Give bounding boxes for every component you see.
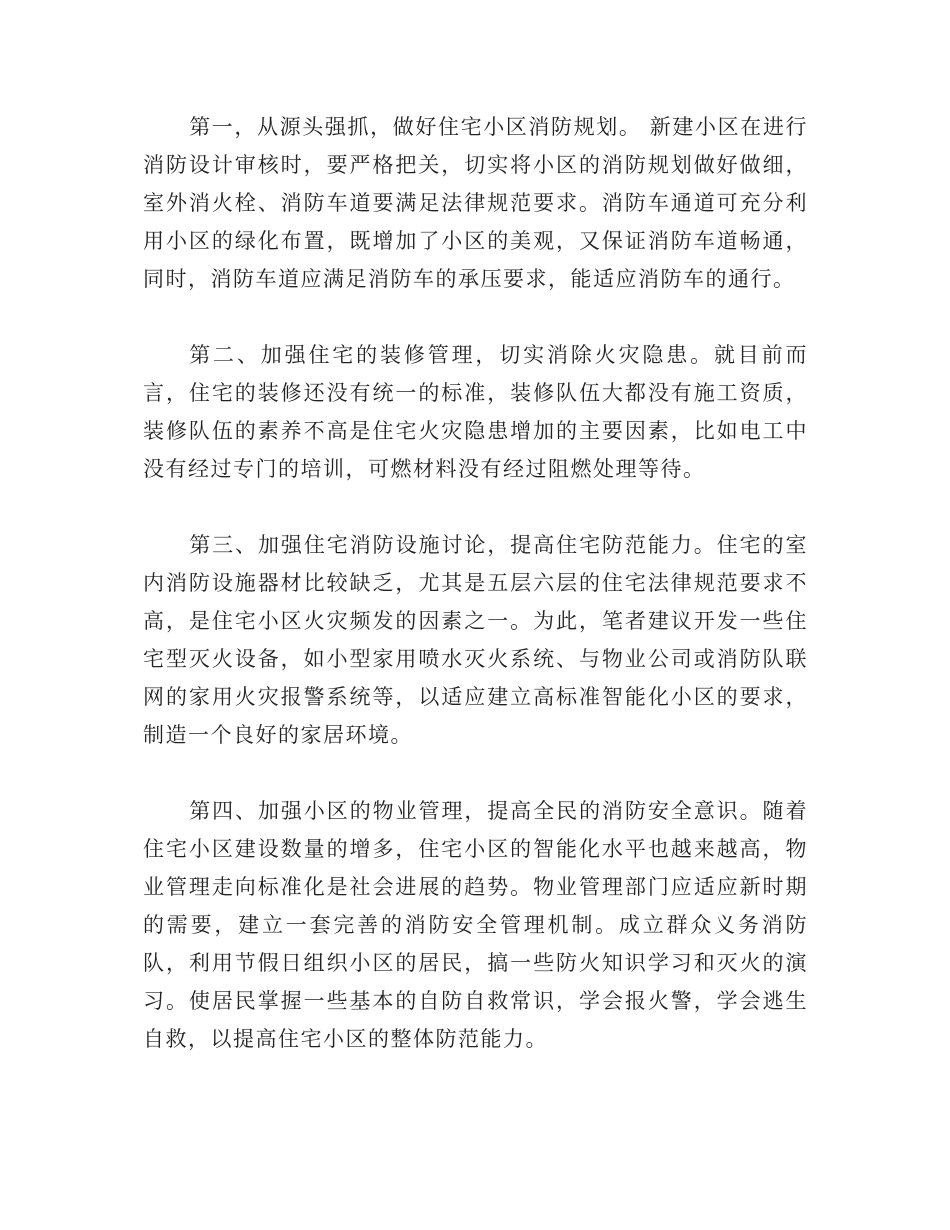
- paragraph-2: 第二、加强住宅的装修管理，切实消除火灾隐患。就目前而言，住宅的装修还没有统一的标准，装修队伍大都没有施工资质，装修队伍的素养不高是住宅火灾隐患增加的主要因素，比如电工中没有经过专门的培训，可燃材料没有经过阻燃处理等待。: [143, 343, 808, 481]
- paragraph-1: 第一，从源头强抓，做好住宅小区消防规划。 新建小区在进行消防设计审核时，要严格把关，切实将小区的消防规划做好做细，室外消火栓、消防车道要满足法律规范要求。消防车通道可充分利用小区的绿化布置，既增加了小区的美观，又保证消防车道畅通，同时，消防车道应满足消防车的承压要求，能适应消防车的通行。: [143, 115, 808, 291]
- document-body: [143, 108, 808, 1096]
- paragraph-3: 第三、加强住宅消防设施讨论，提高住宅防范能力。住宅的室内消防设施器材比较缺乏，尤其是五层六层的住宅法律规范要求不高，是住宅小区火灾频发的因素之一。为此，笔者建议开发一些住宅型灭火设备，如小型家用喷水灭火系统、与物业公司或消防队联网的家用火灾报警系统等，以适应建立高标准智能化小区的要求，制造一个良好的家居环境。: [143, 533, 808, 747]
- paragraph-4: 第四、加强小区的物业管理，提高全民的消防安全意识。随着住宅小区建设数量的增多，住宅小区的智能化水平也越来越高，物业管理走向标准化是社会进展的趋势。物业管理部门应适应新时期的需要，建立一套完善的消防安全管理机制。成立群众义务消防队，利用节假日组织小区的居民，搞一些防火知识学习和灭火的演习。使居民掌握一些基本的自防自救常识，学会报火警，学会逃生自救，以提高住宅小区的整体防范能力。: [143, 799, 808, 1051]
